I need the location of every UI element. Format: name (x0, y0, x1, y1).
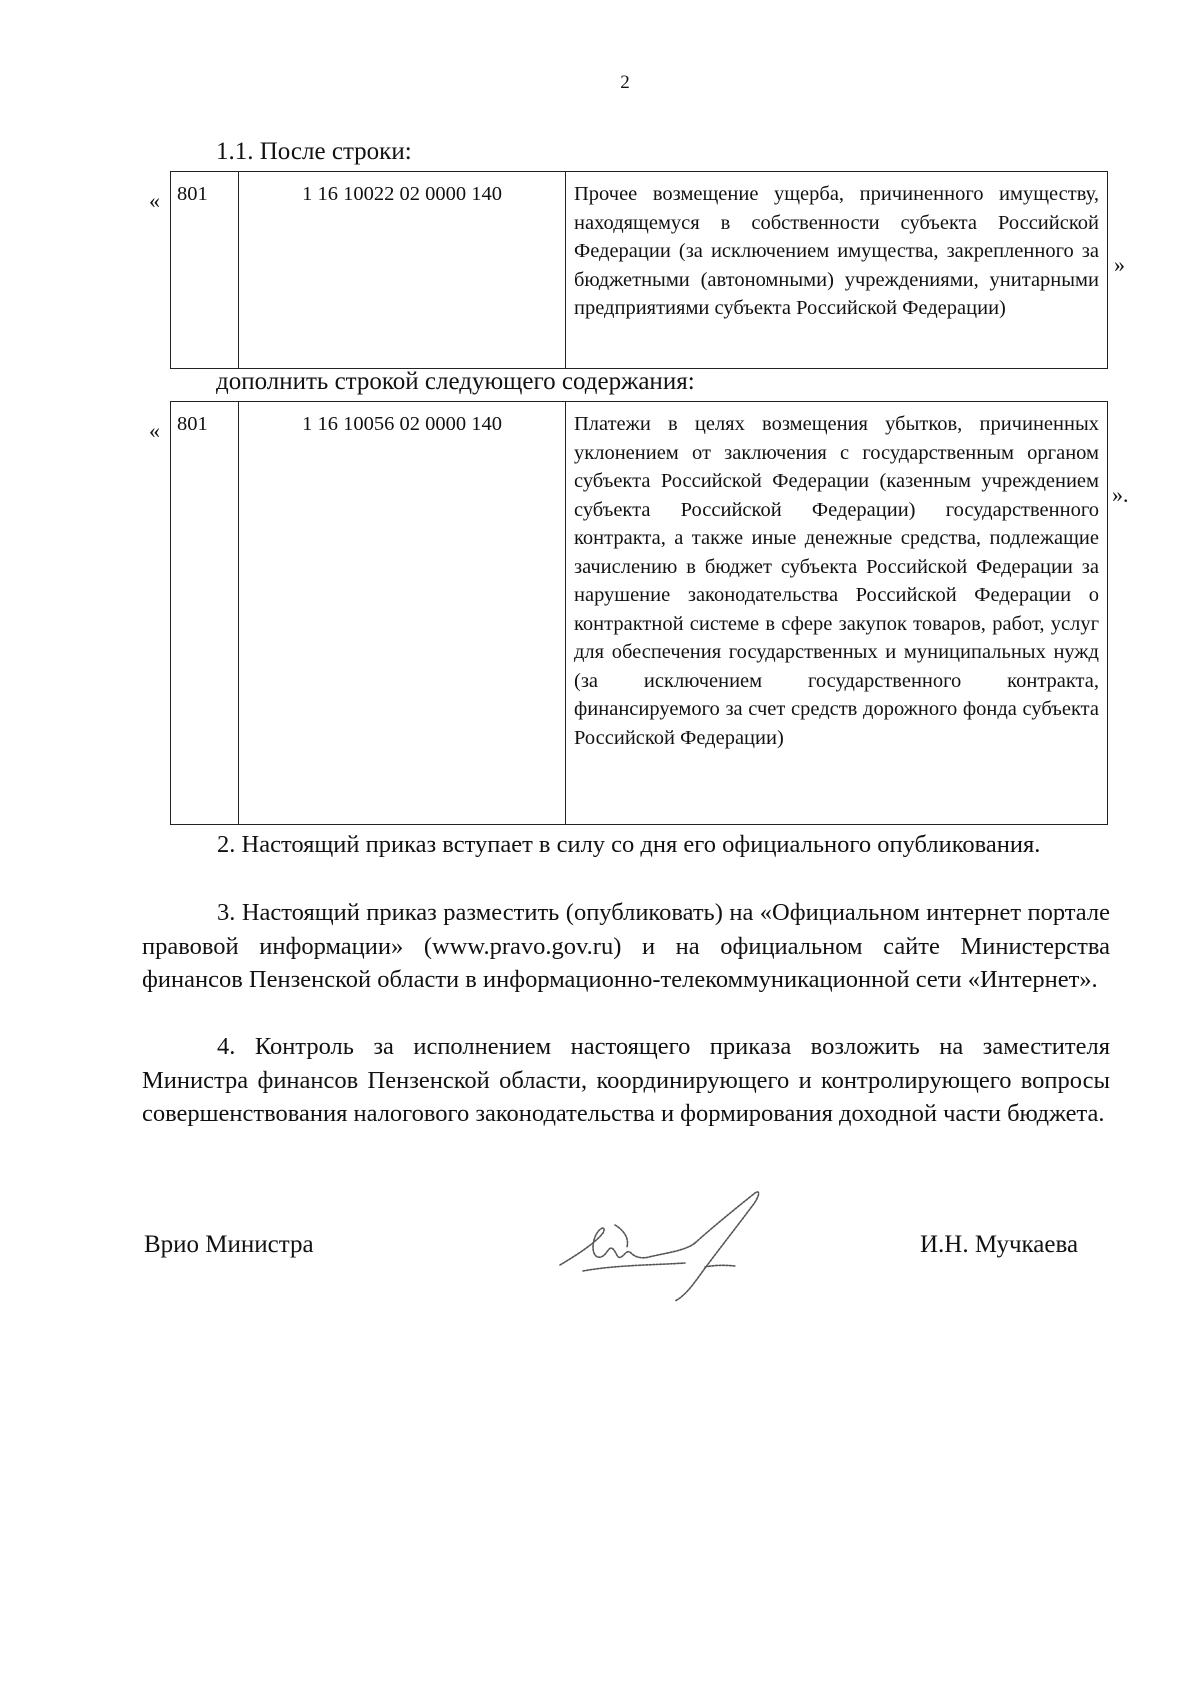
description-cell: Платежи в целях возмещения убытков, причиненных уклонением от заключения с государственным органом субъекта Российской Федерации (казенным учреждением субъекта Российской Федерации) государственного контракта, а также иные денежные средства, подлежащие зачислению в бюджет субъекта Российской Федерации за нарушение законодательства Российской Федерации о контрактной системе в сфере закупок товаров, работ, услуг для обеспечения государственных и муниципальных нужд (за исключением государственного контракта, финансируемого за счет средств дорожного фонда субъекта Российской Федерации) (566, 402, 1108, 825)
kbk-cell: 1 16 10056 02 0000 140 (239, 402, 566, 825)
paragraph-4: 4. Контроль за исполнением настоящего приказа возложить на заместителя Министра финансов Пензенской области, координирующего и контролирующего вопросы совершенствования налогового законодательства и формирования доходной части бюджета. (142, 1033, 1110, 1127)
close-quote: » (1114, 252, 1125, 277)
admin-code-cell: 801 (171, 172, 239, 369)
paragraph-3: 3. Настоящий приказ разместить (опубликовать) на «Официальном интернет портале правовой информации» (www.pravo.gov.ru) и на официальном сайте Министерства финансов Пензенской области в информационно-телекоммуникационной сети «Интернет». (142, 899, 1110, 993)
section-intro: 1.1. После строки: (216, 138, 412, 165)
signatory-position: Врио Министра (144, 1231, 314, 1258)
description-cell: Прочее возмещение ущерба, причиненного имуществу, находящемуся в собственности субъекта Российской Федерации (за исключением имущества, закрепленного за бюджетными (автономными) учреждениями, унитарными предприятиями субъекта Российской Федерации) (566, 172, 1108, 369)
page-number: 2 (620, 72, 630, 93)
signatory-name: И.Н. Мучкаева (920, 1231, 1079, 1258)
admin-code-cell: 801 (171, 402, 239, 825)
new-row-table (170, 401, 1108, 825)
existing-row-table (170, 171, 1108, 369)
kbk-cell: 1 16 10022 02 0000 140 (239, 172, 566, 369)
close-quote: ». (1112, 482, 1129, 507)
table-row (171, 172, 1108, 369)
paragraph-2: 2. Настоящий приказ вступает в силу со дня его официального опубликования. (217, 831, 1041, 858)
open-quote: « (149, 188, 160, 213)
open-quote: « (149, 418, 160, 443)
handwritten-signature (555, 1185, 805, 1305)
supplement-intro: дополнить строкой следующего содержания: (216, 368, 695, 395)
table-row (171, 402, 1108, 825)
